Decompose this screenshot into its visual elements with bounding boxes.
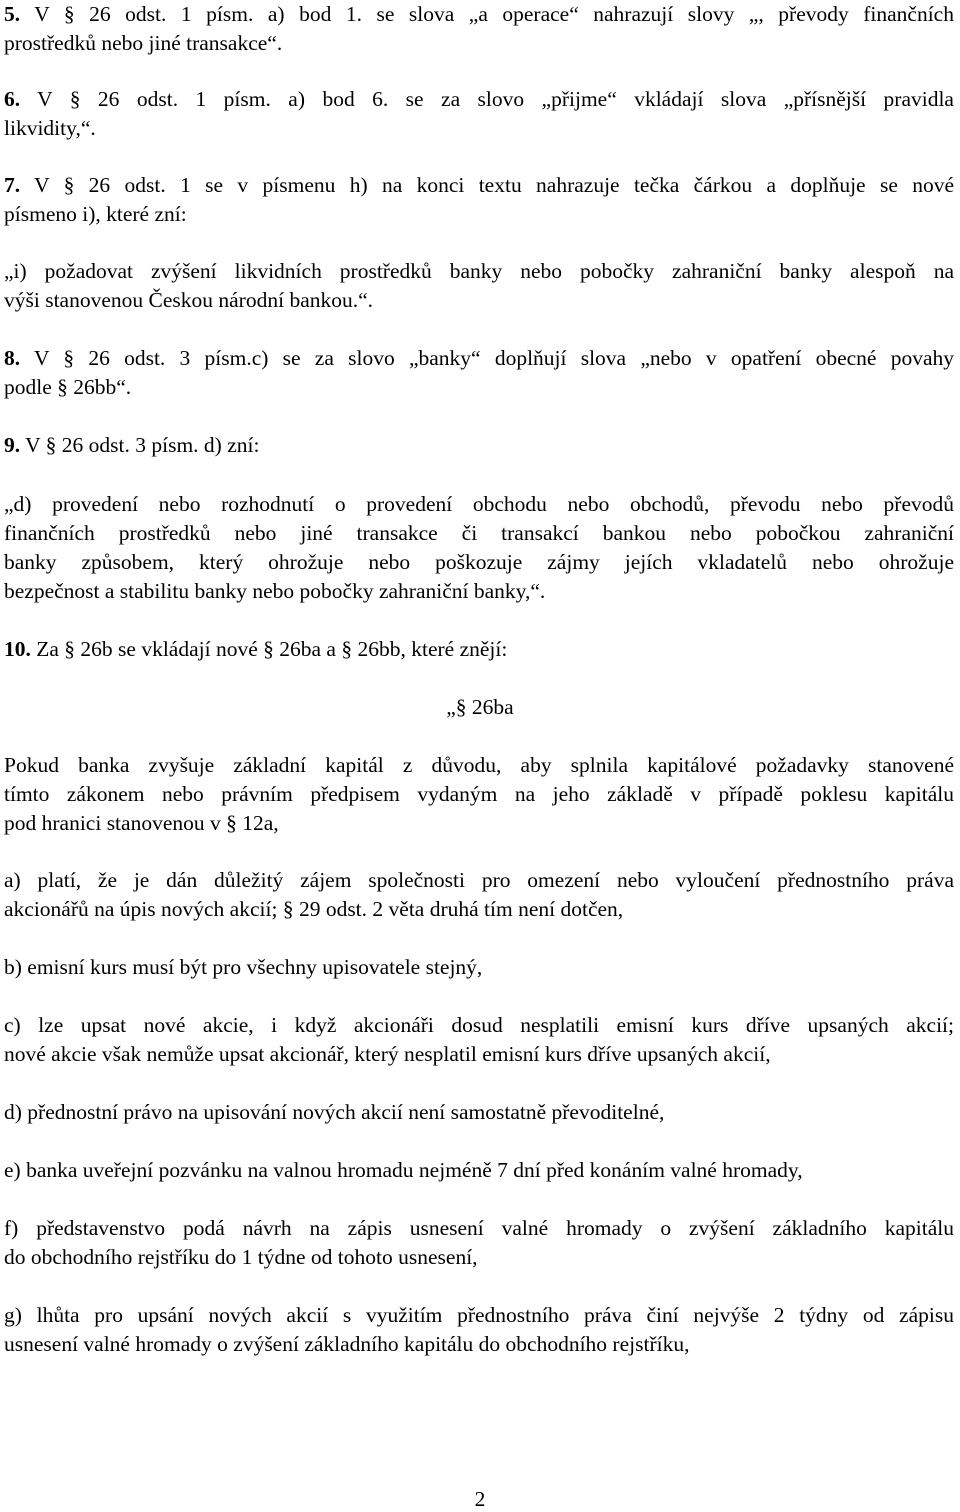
paragraph-8-line-1 (4, 344, 954, 373)
item-a-line-1: a) platí, že je dán důležitý zájem společnosti pro omezení nebo vyloučení přednostního práva (4, 868, 954, 892)
item-e-line-1: e) banka uveřejní pozvánku na valnou hromadu nejméně 7 dní před konáním valné hromady, (4, 1158, 803, 1182)
quoted-letter-i-line-1: „i) požadovat zvýšení likvidních prostředků banky nebo pobočky zahraniční banky alespoň na (4, 259, 954, 283)
item-b-line-1: b) emisní kurs musí být pro všechny upisovatele stejný, (4, 955, 483, 979)
paragraph-7-line-2: písmeno i), které zní: (4, 202, 187, 226)
paragraph-text: Za § 26b se vkládají nové § 26ba a § 26bb, které znějí: (36, 637, 508, 661)
item-f-line-1: f) představenstvo podá návrh na zápis usnesení valné hromady o zvýšení základního kapitálu (4, 1216, 954, 1240)
paragraph-text: V § 26 odst. 1 písm. a) bod 1. se slova „a operace“ nahrazují slovy „, převody finančních (34, 2, 954, 26)
paragraph-number: 6. (4, 87, 21, 111)
section-heading: „§ 26ba (446, 695, 514, 719)
paragraph-7-line-1 (4, 171, 954, 200)
paragraph-number: 9. (4, 433, 21, 457)
paragraph-5-line-2: prostředků nebo jiné transakce“. (4, 31, 283, 55)
paragraph-text: V § 26 odst. 3 písm.c) se za slovo „banky“ doplňují slova „nebo v opatření obecné povahy (33, 346, 954, 370)
item-a-line-2: akcionářů na úpis nových akcií; § 29 odst. 2 věta druhá tím není dotčen, (4, 897, 624, 921)
quoted-letter-d-line-4: bezpečnost a stabilitu banky nebo pobočky zahraniční banky,“. (4, 579, 546, 603)
item-c-line-1: c) lze upsat nové akcie, i když akcionáři dosud nesplatili emisní kurs dříve upsaných akcií; (4, 1013, 954, 1037)
item-d-line-1: d) přednostní právo na upisování nových akcií není samostatně převoditelné, (4, 1100, 665, 1124)
paragraph-text: V § 26 odst. 1 se v písmenu h) na konci textu nahrazuje tečka čárkou a doplňuje se nové (34, 173, 954, 197)
intro-line-1: Pokud banka zvyšuje základní kapitál z důvodu, aby splnila kapitálové požadavky stanovené (4, 753, 954, 777)
paragraph-number: 7. (4, 173, 21, 197)
intro-line-2: tímto zákonem nebo právním předpisem vydaným na jeho základě v případě poklesu kapitálu (4, 782, 954, 806)
paragraph-text: V § 26 odst. 1 písm. a) bod 6. se za slovo „přijme“ vkládají slova „přísnější pravidla (37, 87, 954, 111)
paragraph-text: V § 26 odst. 3 písm. d) zní: (25, 433, 260, 457)
item-g-line-1: g) lhůta pro upsání nových akcií s využitím přednostního práva činí nejvýše 2 týdny od zápisu (4, 1303, 954, 1327)
quoted-letter-d-line-2: finančních prostředků nebo jiné transakce či transakcí bankou nebo pobočkou zahraniční (4, 521, 954, 545)
paragraph-10-line-1 (4, 635, 954, 664)
page-number: 2 (474, 1487, 486, 1511)
paragraph-9-line-1 (4, 431, 954, 460)
quoted-letter-i-line-2: výši stanovenou Českou národní bankou.“. (4, 288, 374, 312)
item-f-line-2: do obchodního rejstříku do 1 týdne od tohoto usnesení, (4, 1245, 478, 1269)
paragraph-8-line-2: podle § 26bb“. (4, 375, 132, 399)
quoted-letter-d-line-3: banky způsobem, který ohrožuje nebo poškozuje zájmy jejích vkladatelů nebo ohrožuje (4, 550, 954, 574)
paragraph-number: 8. (4, 346, 21, 370)
paragraph-number: 5. (4, 2, 21, 26)
item-g-line-2: usnesení valné hromady o zvýšení základního kapitálu do obchodního rejstříku, (4, 1332, 690, 1356)
paragraph-6-line-2: likvidity,“. (4, 116, 96, 140)
paragraph-number: 10. (4, 637, 31, 661)
paragraph-5-line-1 (4, 0, 954, 29)
paragraph-6-line-1 (4, 85, 954, 114)
quoted-letter-d-line-1: „d) provedení nebo rozhodnutí o provedení obchodu nebo obchodů, převodu nebo převodů (4, 492, 954, 516)
intro-line-3: pod hranici stanovenou v § 12a, (4, 811, 279, 835)
item-c-line-2: nové akcie však nemůže upsat akcionář, který nesplatil emisní kurs dříve upsaných akcií, (4, 1042, 771, 1066)
